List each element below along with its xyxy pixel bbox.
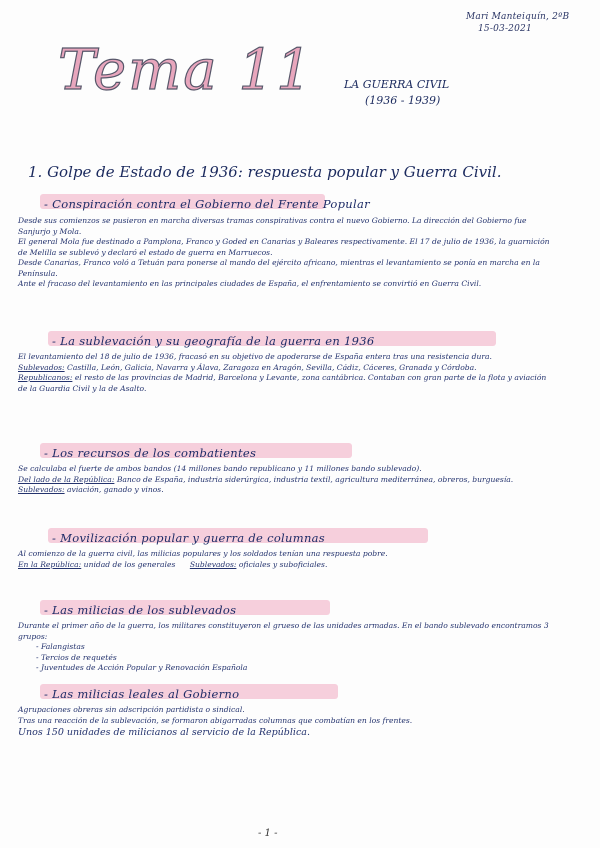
list-item: - Juventudes de Acción Popular y Renovación Española — [36, 663, 248, 672]
list-item: - Falangistas — [36, 642, 85, 651]
paragraph-group — [18, 549, 558, 570]
date: 15-03-2021 — [478, 24, 532, 34]
subject-years: (1936 - 1939) — [365, 94, 441, 107]
list-item: - Tercios de requetés — [36, 652, 117, 662]
paragraph: Desde Canarias, Franco voló a Tetuán para ponerse al mando del ejército africano, mientras el levantamiento se ponía en marcha en la Península. — [18, 258, 540, 278]
subject-title: LA GUERRA CIVIL — [344, 78, 450, 91]
paragraph-group — [18, 705, 558, 740]
list-item: Republicanos: el resto de las provincias de Madrid, Barcelona y Levante, zona cantábrica. Contaban con gran parte de la flota y aviación de la Guardia Civil y la de Asalto. — [18, 373, 547, 393]
author-name: Mari Manteiquín, 2ºB — [466, 12, 570, 22]
paragraph: Desde sus comienzos se pusieron en marcha diversas tramas conspirativas contra el nuevo Gobierno. La dirección del Gobierno fue Sanjurjo y Mola. — [18, 216, 527, 236]
list-item: Sublevados: aviación, ganado y vinos. — [18, 485, 164, 494]
paragraph-group — [18, 352, 558, 394]
paragraph-group — [18, 464, 558, 496]
paragraph: Ante el fracaso del levantamiento en las principales ciudades de España, el enfrentamiento se convirtió en Guerra Civil. — [18, 279, 482, 288]
block-heading: - Conspiración contra el Gobierno del Frente Popular — [44, 197, 370, 211]
paragraph: Agrupaciones obreras sin adscripción partidista o sindical. — [18, 705, 245, 714]
paragraph: Se calculaba el fuerte de ambos bandos (14 millones bando republicano y 11 millones bando sublevado). — [18, 464, 422, 473]
block-heading: - Las milicias de los sublevados — [44, 603, 237, 617]
paragraph-group — [18, 216, 558, 290]
paragraph: Al comienzo de la guerra civil, las milicias populares y los soldados tenían una respuesta pobre. — [18, 549, 388, 558]
section-heading: 1. Golpe de Estado de 1936: respuesta popular y Guerra Civil. — [28, 163, 502, 181]
block-heading: - Las milicias leales al Gobierno — [44, 687, 240, 701]
page-title: Tema 11 — [58, 38, 314, 103]
paragraph: Durante el primer año de la guerra, los militares constituyeron el grueso de las unidades armadas. En el bando sublevado encontramos 3 grupos: — [18, 621, 549, 641]
block-heading: - La sublevación y su geografía de la guerra en 1936 — [52, 334, 375, 348]
list-item: Sublevados: Castilla, León, Galicia, Navarra y Álava, Zaragoza en Aragón, Sevilla, Cádiz, Cáceres, Granada y Córdoba. — [18, 362, 477, 372]
paragraph: El general Mola fue destinado a Pamplona, Franco y Goded en Canarias y Baleares respectivamente. El 17 de julio de 1936, la guarnición de Melilla se sublevó y declaró el estado de guerra en Marruecos. — [18, 237, 550, 257]
paragraph: Unos 150 unidades de milicianos al servicio de la República. — [18, 727, 310, 738]
block-heading: - Los recursos de los combatientes — [44, 446, 257, 460]
paragraph: Tras una reacción de la sublevación, se formaron abigarradas columnas que combatían en los frentes. — [18, 715, 413, 725]
block-heading: - Movilización popular y guerra de columnas — [52, 531, 326, 545]
list-item: Del lado de la República: Banco de España, industria siderúrgica, industria textil, agricultura mediterránea, obreros, burguesía. — [18, 474, 514, 484]
paragraph: El levantamiento del 18 de julio de 1936, fracasó en su objetivo de apoderarse de España entera tras una resistencia dura. — [18, 352, 492, 361]
page-number: - 1 - — [258, 828, 278, 839]
paragraph-group — [18, 621, 558, 674]
list-item: En la República: unidad de los generales Sublevados: oficiales y suboficiales. — [18, 559, 328, 569]
